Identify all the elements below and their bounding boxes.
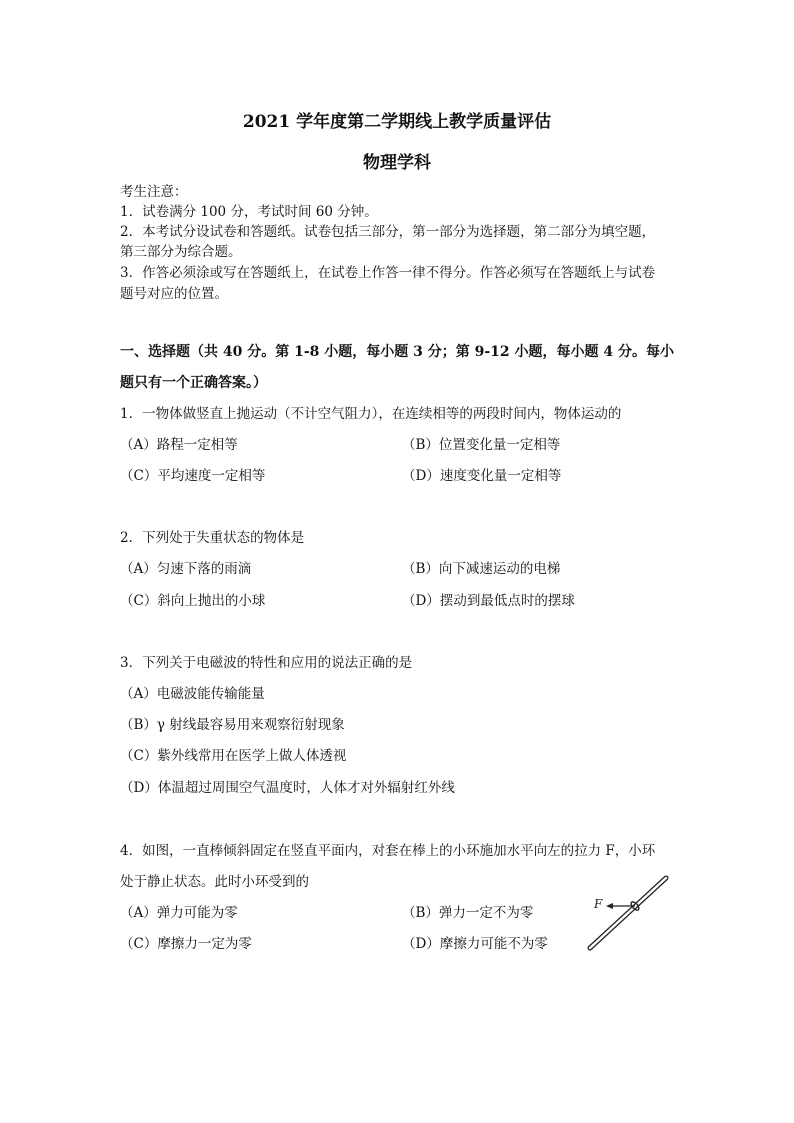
- option-c: （C）摩擦力一定为零: [120, 936, 252, 952]
- force-label: F: [594, 897, 603, 911]
- option-d: （D）摆动到最低点时的摆球: [402, 593, 575, 609]
- option-d: （D）体温超过周围空气温度时，人体才对外辐射红外线: [120, 780, 455, 796]
- option-d: （D）速度变化量一定相等: [402, 468, 562, 484]
- option-d: （D）摩擦力可能不为零: [402, 936, 548, 952]
- question-stem: 1．一物体做竖直上抛运动（不计空气阻力），在连续相等的两段时间内，物体运动的: [120, 406, 622, 422]
- question-stem: 3．下列关于电磁波的特性和应用的说法正确的是: [120, 655, 413, 671]
- option-b: （B）位置变化量一定相等: [402, 437, 561, 453]
- question-stem: 处于静止状态。此时小环受到的: [120, 874, 309, 890]
- option-a: （A）匀速下落的雨滴: [120, 561, 252, 577]
- option-a: （A）路程一定相等: [120, 437, 238, 453]
- option-c: （C）紫外线常用在医学上做人体透视: [120, 748, 347, 764]
- option-b: （B）弹力一定不为零: [402, 905, 534, 921]
- option-b: （B）向下减速运动的电梯: [402, 561, 561, 577]
- option-a: （A）电磁波能传输能量: [120, 686, 265, 702]
- question-stem: 4．如图，一直棒倾斜固定在竖直平面内，对套在棒上的小环施加水平向左的拉力 F，小环: [120, 843, 656, 859]
- option-b: （B）γ 射线最容易用来观察衍射现象: [120, 717, 345, 733]
- inclined-rod-figure: [586, 868, 676, 954]
- subject-title: 物理学科: [363, 153, 431, 173]
- notice-item: 第三部分为综合题。: [120, 244, 242, 260]
- inclined-rod: [590, 878, 666, 948]
- notice-item: 题号对应的位置。: [120, 286, 228, 302]
- option-c: （C）平均速度一定相等: [120, 468, 266, 484]
- notice-heading: 考生注意：: [120, 184, 188, 200]
- notice-item: 2．本考试分设试卷和答题纸。试卷包括三部分，第一部分为选择题，第二部分为填空题，: [120, 224, 656, 240]
- section-heading: 题只有一个正确答案。）: [120, 375, 267, 391]
- option-a: （A）弹力可能为零: [120, 905, 238, 921]
- question-stem: 2．下列处于失重状态的物体是: [120, 530, 305, 546]
- exam-title: 2021 学年度第二学期线上教学质量评估: [242, 112, 552, 132]
- notice-item: 3．作答必须涂或写在答题纸上，在试卷上作答一律不得分。作答必须写在答题纸上与试卷: [120, 265, 656, 281]
- section-heading: 一、选择题（共 40 分。第 1-8 小题，每小题 3 分；第 9-12 小题，每小题 4 分。每小: [120, 344, 675, 360]
- notice-item: 1．试卷满分 100 分，考试时间 60 分钟。: [120, 204, 378, 220]
- option-c: （C）斜向上抛出的小球: [120, 593, 266, 609]
